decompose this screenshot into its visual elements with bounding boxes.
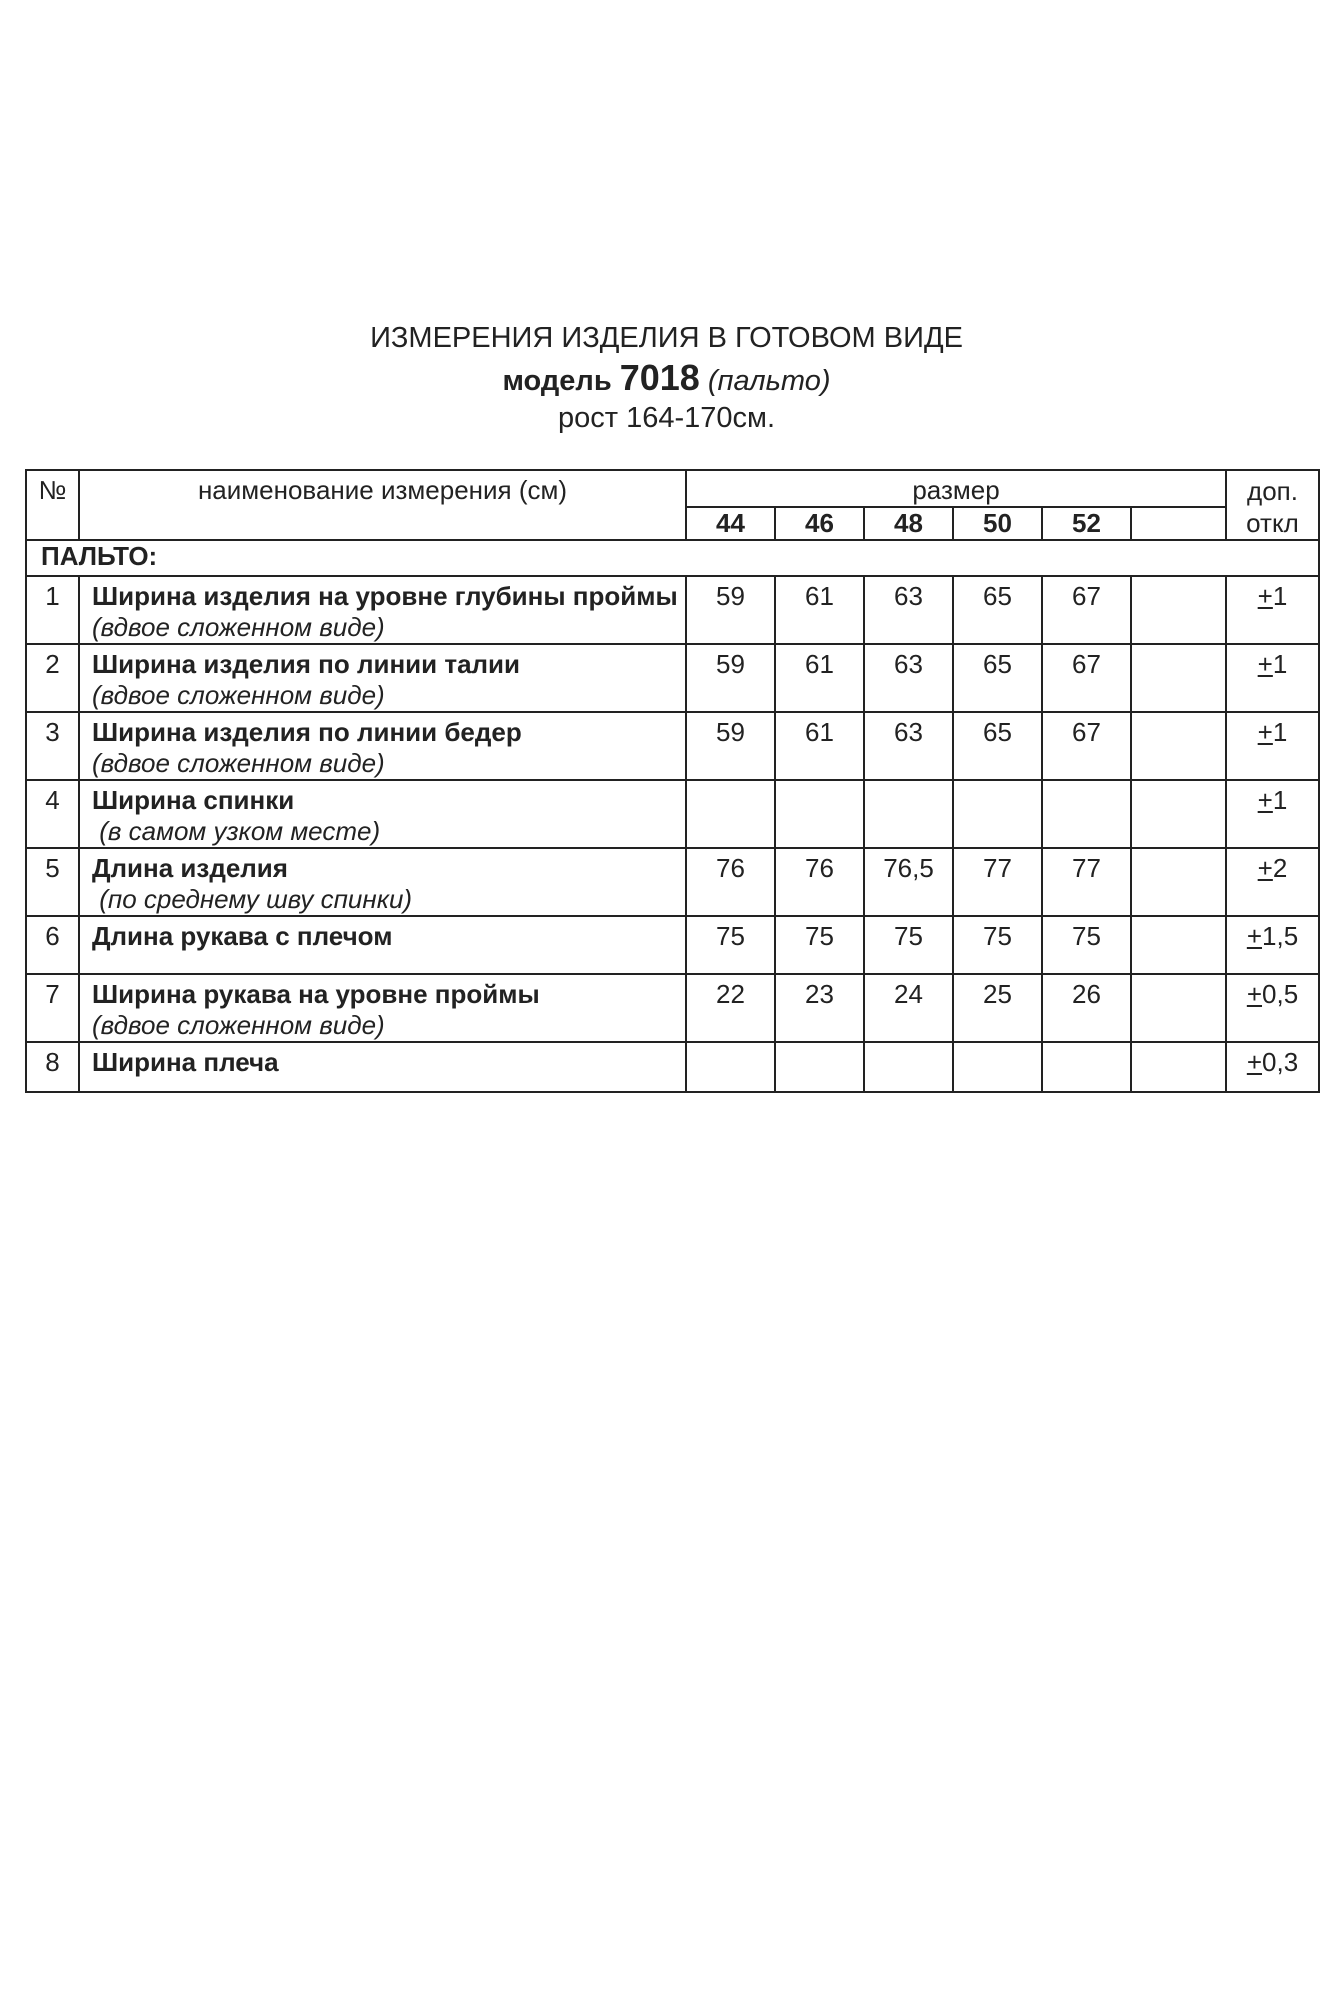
size-44-header: 44 [686,507,775,540]
measurement-name-cell [79,848,686,916]
empty-size-cell [1131,916,1226,974]
size-value-cell: 63 [864,712,953,780]
size-50-header: 50 [953,507,1042,540]
measurement-name: Ширина изделия по линии бедер [92,717,522,747]
size-value-cell: 75 [864,916,953,974]
measurement-note: (вдвое сложенном виде) [92,1010,385,1040]
size-value-cell [686,780,775,848]
size-value-cell: 75 [1042,916,1131,974]
size-value-cell: 75 [953,916,1042,974]
measurement-name: Ширина изделия по линии талии [92,649,521,679]
row-number: 3 [26,712,79,780]
size-value-cell: 76 [775,848,864,916]
measurement-note: (вдвое сложенном виде) [92,748,385,778]
col-deviation-header [1226,470,1319,540]
measurement-name-cell [79,576,686,644]
size-value-cell [953,1042,1042,1092]
empty-size-cell [1131,644,1226,712]
size-value-cell: 59 [686,576,775,644]
table-row [26,974,1319,1042]
size-value-cell [864,1042,953,1092]
size-value-cell: 75 [775,916,864,974]
empty-size-cell [1131,1042,1226,1092]
size-value-cell: 61 [775,712,864,780]
size-value-cell: 76 [686,848,775,916]
size-value-cell: 76,5 [864,848,953,916]
deviation-cell [1226,1042,1319,1092]
measurement-name-cell [79,780,686,848]
deviation-cell [1226,780,1319,848]
table-row [26,712,1319,780]
measurement-name: Ширина плеча [92,1047,279,1077]
size-value-cell: 25 [953,974,1042,1042]
deviation-cell [1226,974,1319,1042]
row-number: 7 [26,974,79,1042]
size-value-cell [1042,1042,1131,1092]
size-value-cell [686,1042,775,1092]
measurement-name-cell [79,712,686,780]
size-value-cell [953,780,1042,848]
size-value-cell: 65 [953,712,1042,780]
size-value-cell: 61 [775,644,864,712]
size-value-cell: 63 [864,644,953,712]
size-48-header: 48 [864,507,953,540]
measurement-note: (в самом узком месте) [92,816,381,846]
empty-size-cell [1131,780,1226,848]
deviation-cell [1226,712,1319,780]
model-label: модель [502,365,612,397]
size-value-cell [864,780,953,848]
size-empty-header [1131,507,1226,540]
deviation-value: 1 [1272,717,1288,747]
size-value-cell: 59 [686,712,775,780]
deviation-value: 0,3 [1262,1047,1299,1077]
size-value-cell: 24 [864,974,953,1042]
row-number: 8 [26,1042,79,1092]
deviation-header-line1: доп. [1247,476,1298,506]
size-value-cell [1042,780,1131,848]
deviation-cell [1226,576,1319,644]
model-type: (пальто) [707,365,831,397]
measurements-table [25,469,1320,1093]
size-value-cell: 65 [953,576,1042,644]
size-value-cell: 23 [775,974,864,1042]
empty-size-cell [1131,848,1226,916]
measurement-name-cell [79,916,686,974]
plus-minus-sign: + [1246,1047,1263,1077]
size-value-cell: 67 [1042,576,1131,644]
plus-minus-sign: + [1257,581,1273,611]
table-row [26,780,1319,848]
model-line [0,357,1333,399]
section-row [26,540,1319,576]
empty-size-cell [1131,576,1226,644]
deviation-value: 0,5 [1262,979,1299,1009]
size-52-header: 52 [1042,507,1131,540]
size-value-cell: 77 [953,848,1042,916]
size-value-cell: 59 [686,644,775,712]
row-number: 4 [26,780,79,848]
deviation-cell [1226,848,1319,916]
size-value-cell: 77 [1042,848,1131,916]
deviation-value: 1 [1272,581,1288,611]
row-number: 2 [26,644,79,712]
col-name-header: наименование измерения (см) [79,470,686,540]
size-value-cell [775,1042,864,1092]
deviation-value: 1,5 [1262,921,1299,951]
row-number: 5 [26,848,79,916]
measurement-name: Ширина изделия на уровне глубины проймы [92,581,678,611]
col-size-header: размер [686,470,1226,507]
deviation-value: 2 [1272,853,1288,883]
section-title: ПАЛЬТО: [26,540,1319,576]
size-value-cell: 67 [1042,644,1131,712]
deviation-cell [1226,644,1319,712]
plus-minus-sign: + [1257,853,1273,883]
plus-minus-sign: + [1257,649,1273,679]
measurement-name-cell [79,974,686,1042]
size-value-cell: 65 [953,644,1042,712]
size-46-header: 46 [775,507,864,540]
measurement-name: Ширина рукава на уровне проймы [92,979,540,1009]
table-row [26,848,1319,916]
table-header-row [26,470,1319,507]
table-row [26,916,1319,974]
model-number: 7018 [619,357,700,398]
measurement-note: (вдвое сложенном виде) [92,612,385,642]
deviation-cell [1226,916,1319,974]
size-value-cell [775,780,864,848]
measurement-note: (вдвое сложенном виде) [92,680,385,710]
deviation-header-line2: откл [1246,508,1299,538]
document-title: ИЗМЕРЕНИЯ ИЗДЕЛИЯ В ГОТОВОМ ВИДЕ [370,322,963,354]
size-value-cell: 26 [1042,974,1131,1042]
measurement-name-cell [79,1042,686,1092]
measurement-name: Длина рукава с плечом [92,921,393,951]
table-row [26,644,1319,712]
deviation-value: 1 [1272,649,1288,679]
height-range: рост 164-170см. [557,402,776,434]
size-value-cell: 75 [686,916,775,974]
measurement-name: Ширина спинки [92,785,295,815]
plus-minus-sign: + [1246,979,1263,1009]
plus-minus-sign: + [1246,921,1263,951]
measurement-name-cell [79,644,686,712]
col-number-header: № [26,470,79,540]
empty-size-cell [1131,974,1226,1042]
table-row [26,1042,1319,1092]
measurement-name: Длина изделия [92,853,288,883]
measurement-note: (по среднему шву спинки) [92,884,413,914]
deviation-value: 1 [1272,785,1288,815]
row-number: 1 [26,576,79,644]
size-value-cell: 63 [864,576,953,644]
size-value-cell: 22 [686,974,775,1042]
plus-minus-sign: + [1257,717,1273,747]
size-value-cell: 61 [775,576,864,644]
plus-minus-sign: + [1257,785,1273,815]
empty-size-cell [1131,712,1226,780]
row-number: 6 [26,916,79,974]
table-row [26,576,1319,644]
size-value-cell: 67 [1042,712,1131,780]
